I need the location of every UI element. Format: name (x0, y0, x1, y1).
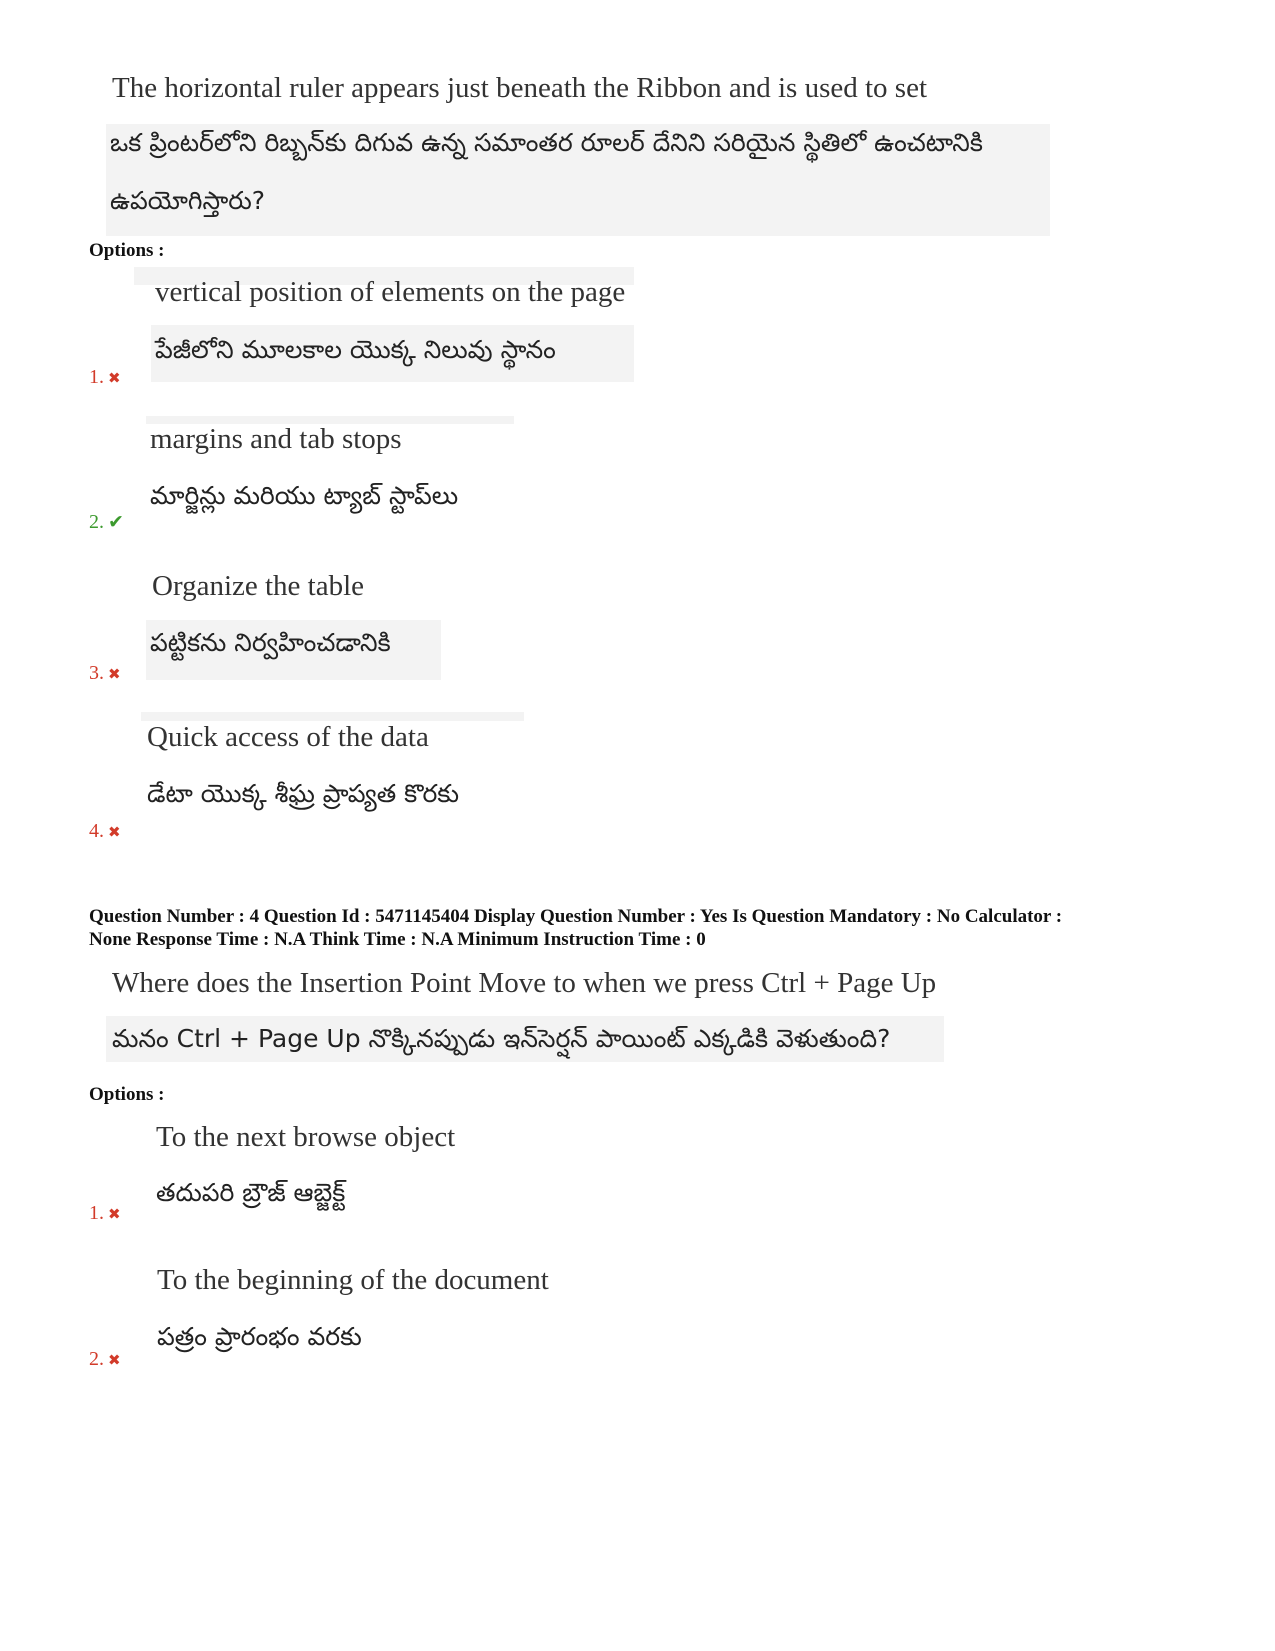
wrong-icon: ✖ (108, 823, 121, 841)
option-number: 2. (89, 1348, 104, 1370)
options-label: Options : (89, 240, 165, 261)
wrong-icon: ✖ (108, 665, 121, 683)
option-number: 3. (89, 662, 104, 684)
option-2-marker (89, 511, 124, 534)
q4-option-2-text-te: పత్రం ప్రారంభం వరకు (157, 1322, 362, 1351)
option-shade-top (141, 712, 524, 721)
option-3-telugu-box (146, 620, 441, 680)
option-3-text-te: పట్టికను నిర్వహించడానికి (150, 628, 391, 657)
question-3-text-te-line2: ఉపయోగిస్తారు? (110, 186, 265, 215)
wrong-icon: ✖ (108, 1351, 121, 1369)
question-4-meta-line2: None Response Time : N.A Think Time : N.A Minimum Instruction Time : 0 (89, 929, 706, 950)
option-number: 2. (89, 511, 104, 533)
option-4-marker (89, 820, 121, 843)
option-1-telugu-box (151, 325, 634, 382)
option-3-text-en: Organize the table (152, 570, 365, 602)
option-number: 4. (89, 820, 104, 842)
option-1-text-en: vertical position of elements on the page (155, 276, 626, 308)
q4-option-2-text-en: To the beginning of the document (157, 1264, 549, 1296)
option-1-marker (89, 366, 121, 389)
options-label: Options : (89, 1084, 165, 1105)
option-number: 1. (89, 366, 104, 388)
wrong-icon: ✖ (108, 369, 121, 387)
question-4-text-en: Where does the Insertion Point Move to when we press Ctrl + Page Up (112, 967, 937, 999)
option-4-text-te: డేటా యొక్క శీఘ్ర ప్రాప్యత కొరకు (147, 779, 459, 808)
option-4-text-en: Quick access of the data (147, 721, 429, 753)
question-3-text-en: The horizontal ruler appears just beneath the Ribbon and is used to set (112, 72, 928, 104)
option-number: 1. (89, 1202, 104, 1224)
q4-option-1-text-te: తదుపరి బ్రౌజ్ ఆబ్జెక్ట్ (156, 1178, 346, 1207)
question-3-text-te-line1: ఒక ప్రింటర్‌లోని రిబ్బన్‌కు దిగువ ఉన్న సమాంతర రూలర్ దేనిని సరియైన స్థితిలో ఉంచటానికి (110, 128, 983, 157)
question-3-telugu-box (106, 124, 1050, 236)
wrong-icon: ✖ (108, 1205, 121, 1223)
option-1-text-te: పేజీలోని మూలకాల యొక్క నిలువు స్థానం (155, 335, 556, 364)
q4-option-1-text-en: To the next browse object (156, 1121, 456, 1153)
option-3-marker (89, 662, 121, 685)
question-4-text-te: మనం Ctrl + Page Up నొక్కినప్పుడు ఇన్‌సెర్షన్ పాయింట్ ఎక్కడికి వెళుతుంది? (112, 1024, 891, 1053)
option-2-text-en: margins and tab stops (150, 423, 402, 455)
option-2-text-te: మార్జిన్లు మరియు ట్యాబ్ స్టాప్‌లు (150, 481, 459, 510)
q4-option-1-marker (89, 1202, 121, 1225)
question-4-meta-line1: Question Number : 4 Question Id : 5471145404 Display Question Number : Yes Is Question Mandatory : No Calculator : (89, 906, 1063, 927)
correct-check-icon: ✔ (108, 511, 124, 533)
q4-option-2-marker (89, 1348, 121, 1371)
question-4-telugu-box (106, 1016, 944, 1062)
